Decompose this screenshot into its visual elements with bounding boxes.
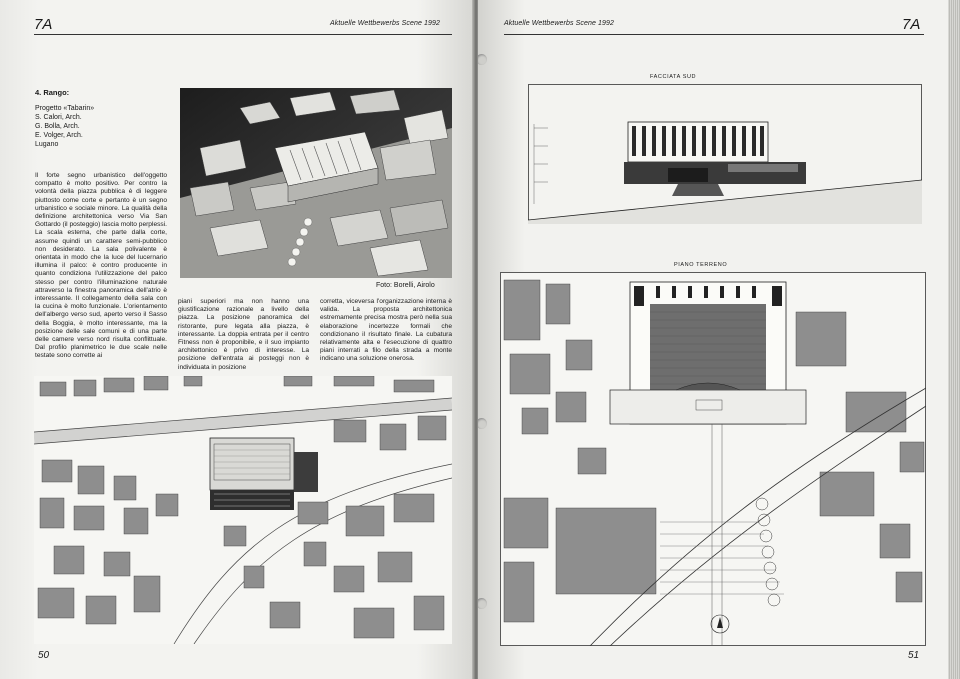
site-plan bbox=[34, 376, 452, 644]
section-number: 7A bbox=[34, 16, 53, 33]
jury-text-column-2: piani superiori ma non hanno una giustificazione razionale a livello della piazza. La posizione panoramica del ristorante, pure legata alla piazza, è interessante. La doppia entrata per il centro Fitness non è proponibile, e il suo impianto architettonico è privo di interesse. La posizione dell'entrata ai posteggi non è individuata in posizione bbox=[178, 298, 309, 371]
jury-text-column-3: corretta, viceversa l'organizzazione interna è valida. La proposta architettonica estremamente precisa mostra però nella sua elaborazione incertezze formali che condizionano il risultato finale. La cubatura relativamente alta e l'esecuzione di quattro piani interrati a filo della strada a monte indicano una soluzione onerosa. bbox=[320, 298, 452, 363]
binder-hole bbox=[478, 54, 487, 65]
left-page bbox=[0, 0, 474, 679]
right-page bbox=[478, 0, 948, 679]
running-title: Aktuelle Wettbewerbs Scene 1992 bbox=[330, 20, 440, 27]
page-number-left: 50 bbox=[38, 650, 50, 661]
project-credits: Progetto «Tabarin» S. Calori, Arch. G. Bolla, Arch. E. Volger, Arch. Lugano bbox=[35, 105, 95, 148]
plan-label: PIANO TERRENO bbox=[674, 262, 728, 268]
ranking-heading: 4. Rango: bbox=[35, 88, 70, 97]
model-photograph bbox=[180, 88, 452, 278]
header-rule bbox=[504, 34, 924, 35]
site-plan-drawing bbox=[34, 376, 452, 644]
running-title: Aktuelle Wettbewerbs Scene 1992 bbox=[504, 20, 614, 27]
header-rule bbox=[34, 34, 452, 35]
elevation-drawing bbox=[528, 84, 922, 224]
page-edges bbox=[948, 0, 960, 679]
elevation-label: FACCIATA SUD bbox=[650, 74, 697, 80]
page-number-right: 51 bbox=[908, 650, 920, 661]
model-photo-image bbox=[180, 88, 452, 278]
section-number: 7A bbox=[902, 16, 921, 33]
ground-floor-drawing bbox=[500, 272, 926, 646]
photo-caption: Foto: Borelli, Airolo bbox=[376, 282, 435, 289]
jury-text-column-1: Il forte segno urbanistico dell'oggetto compatto è molto positivo. Per contro la volontà della piazza pubblica è di leggere piuttosto come corte e pertanto è un segno urbanistico e sociale minore. La qualità della definizione architettonica verso Via San Gottardo (il posteggio) lascia molto perplessi. La scala esterna, che parte dalla corte, assume quindi un carattere semi-pubblico non desiderato. La sala polivalente è orientata in modo che la luce del lucernario illumina il palco: è contro producente in quanto condiziona l'utilizzazione del palco stesso per contro l'illuminazione naturale attraverso la finestra panoramica dell'atrio è interessante. Il collegamento della sala con la cucina è molto funzionale. L'orientamento dell'albergo verso sud, aperto verso il Sasso della Boggia, è molto interessante, ma la posizione delle sale comuni e di una parte delle camere verso nord risulta conflittuale. Dal profilo planimetrico le due scale nelle testate sono corrette ai bbox=[35, 172, 167, 360]
south-elevation bbox=[528, 84, 922, 224]
ground-floor-plan bbox=[500, 272, 926, 646]
binder-hole bbox=[478, 418, 487, 429]
binder-hole bbox=[478, 598, 487, 609]
